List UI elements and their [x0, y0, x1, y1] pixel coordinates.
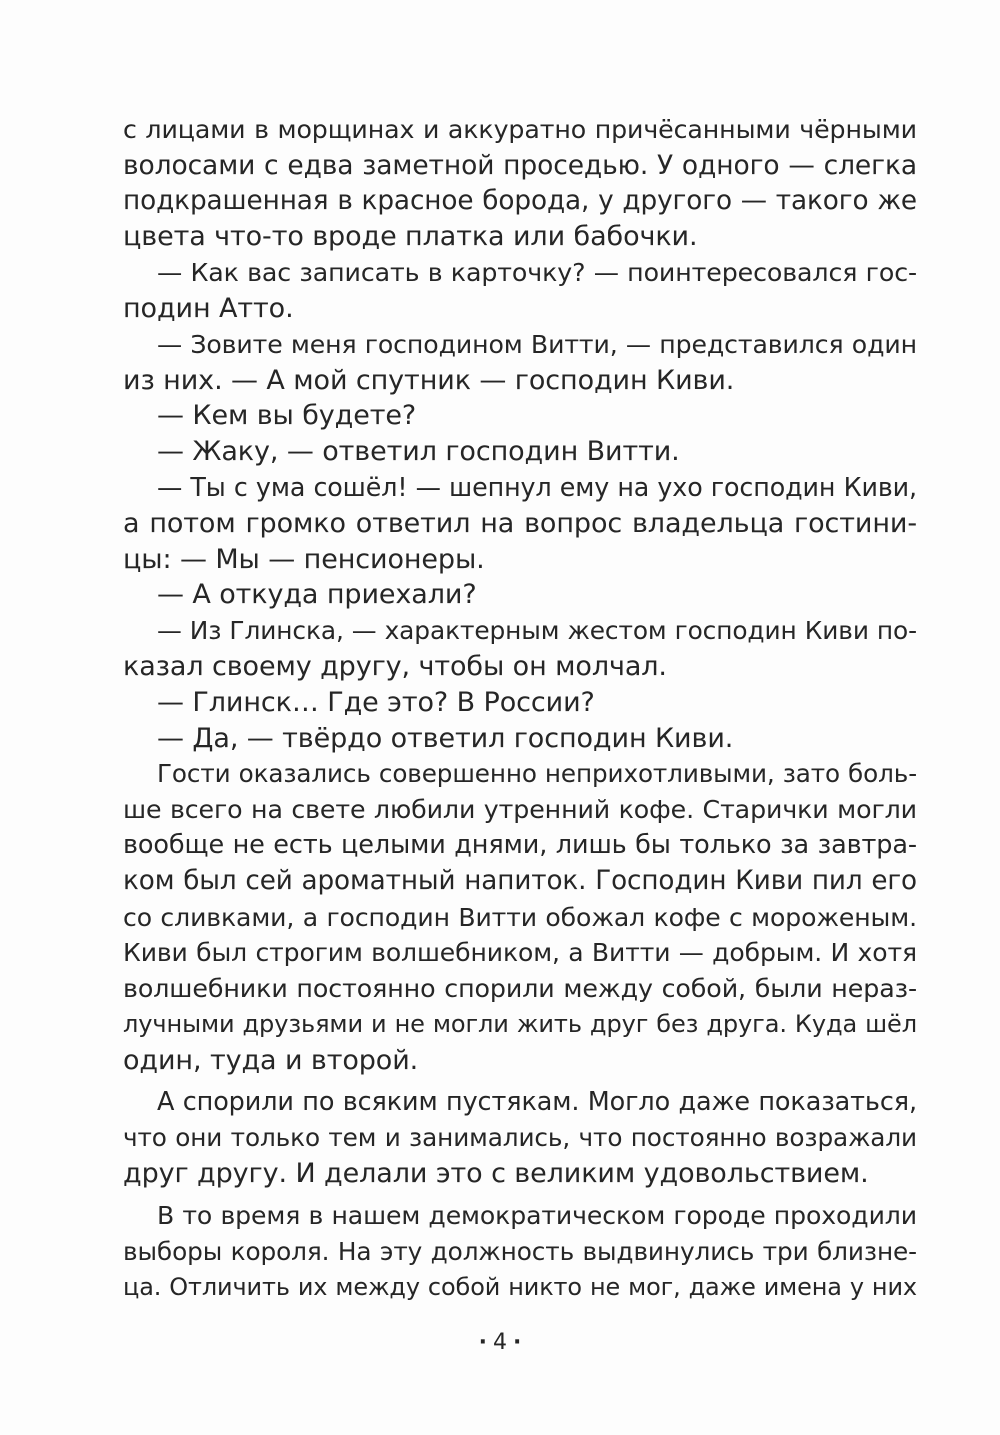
paragraph [123, 112, 917, 255]
paragraph [123, 721, 917, 757]
page-number-value: 4 [493, 1330, 507, 1355]
paragraph [123, 470, 917, 577]
paragraph [123, 255, 917, 327]
text-line: подкрашенная в красное борода, у другого — такого же [123, 185, 917, 216]
text-line: один, туда и второй. [123, 1044, 419, 1076]
text-line: — Из Глинска, — характерным жестом господин Киви по- [157, 616, 917, 646]
text-line: что они только тем и занимались, что постоянно возражали [123, 1123, 917, 1153]
text-line: — Ты с ума сошёл! — шепнул ему на ухо господин Киви, [157, 471, 917, 502]
text-line: — Глинск… Где это? В России? [157, 686, 595, 718]
text-line: — Жаку, — ответил господин Витти. [157, 436, 680, 468]
text-line: друг другу. И делали это с великим удовольствием. [123, 1158, 869, 1190]
text-line: волосами с едва заметной проседью. У одного — слегка [123, 149, 917, 181]
paragraph [123, 398, 917, 434]
text-line: из них. — А мой спутник — господин Киви. [123, 364, 735, 396]
paragraph [123, 434, 917, 470]
text-line: ца. Отличить их между собой никто не мог, даже имена у них [123, 1272, 917, 1301]
paragraph [123, 1198, 917, 1305]
bullet-dot: · [478, 1330, 487, 1355]
paragraph [123, 577, 917, 613]
text-line: — Как вас записать в карточку? — поинтересовался гос- [157, 258, 917, 288]
body-text [123, 112, 917, 1305]
text-line: А спорили по всяким пустякам. Могло даже показаться, [157, 1086, 917, 1117]
text-line: подин Атто. [123, 292, 294, 324]
text-line: Киви был строгим волшебником, а Витти — добрым. И хотя [123, 938, 917, 968]
text-line: волшебники постоянно спорили между собой, были нераз- [123, 973, 917, 1004]
text-line: а потом громко ответил на вопрос владельца гостини- [123, 507, 917, 539]
paragraph [123, 685, 917, 721]
paragraph [123, 1085, 917, 1192]
text-line: ком был сей ароматный напиток. Господин Киви пил его [123, 865, 917, 896]
text-line: В то время в нашем демократическом городе проходили [157, 1200, 917, 1230]
text-line: цы: — Мы — пенсионеры. [123, 543, 485, 575]
text-line: вообще не есть целыми днями, лишь бы только за завтра- [123, 829, 917, 860]
paragraph [123, 756, 917, 1078]
text-line: ше всего на свете любили утренний кофе. Старички могли [123, 795, 917, 825]
text-line: цвета что-то вроде платка или бабочки. [123, 221, 698, 253]
text-line: выборы короля. На эту должность выдвинулись три близне- [123, 1236, 917, 1266]
text-line: с лицами в морщинах и аккуратно причёсанными чёрными [123, 115, 917, 144]
text-line: — А откуда приехали? [157, 579, 477, 611]
bullet-dot: · [513, 1330, 522, 1355]
paragraph [123, 613, 917, 685]
paragraph [123, 327, 917, 399]
text-line: казал своему другу, чтобы он молчал. [123, 650, 667, 682]
text-line: лучными друзьями и не могли жить друг без друга. Куда шёл [123, 1009, 917, 1038]
text-line: — Кем вы будете? [157, 400, 417, 432]
text-line: со сливками, а господин Витти обожал кофе с мороженым. [123, 902, 917, 932]
text-line: — Зовите меня господином Витти, — представился один [157, 329, 917, 359]
text-line: — Да, — твёрдо ответил господин Киви. [157, 722, 734, 754]
page-number [0, 1330, 1000, 1355]
text-line: Гости оказались совершенно неприхотливыми, зато боль- [157, 759, 917, 789]
